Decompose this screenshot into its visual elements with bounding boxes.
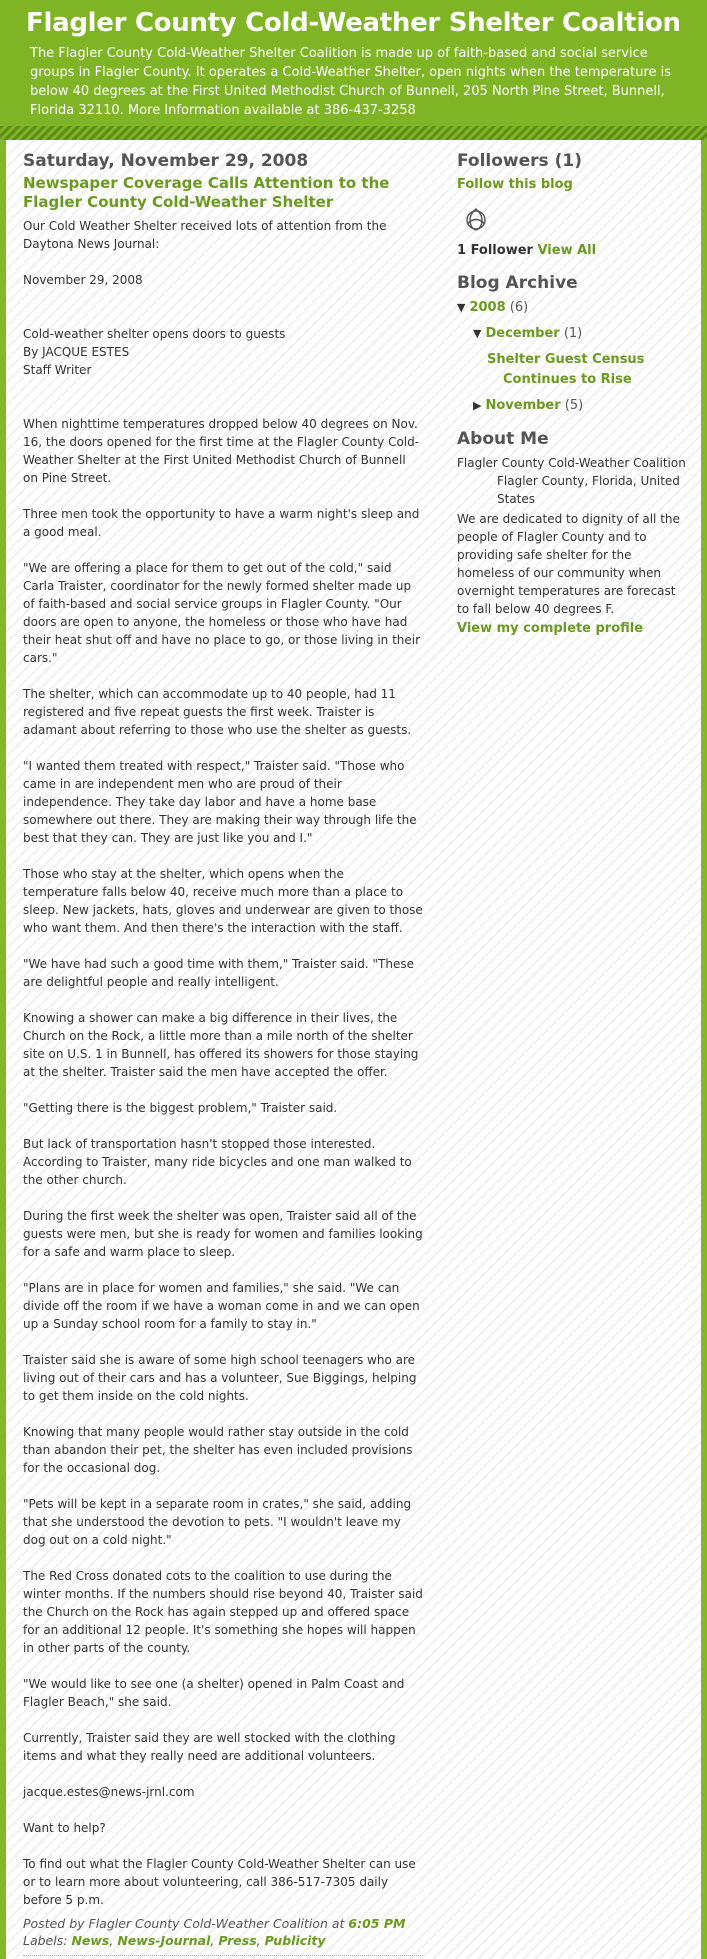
article-headline: Cold-weather shelter opens doors to guests: [23, 327, 286, 341]
article-paragraph: "I wanted them treated with respect," Traister said. "Those who came in are independent men who are proud of their independence. They take day labor and have a home base somewhere out there. They are making their way through life the best that they can. They are just like you and I.": [23, 759, 417, 845]
archive-month-link[interactable]: December: [485, 326, 560, 341]
follow-blog-link[interactable]: Follow this blog: [457, 177, 573, 192]
author-email: jacque.estes@news-jrnl.com: [23, 1785, 195, 1799]
article-paragraph: Three men took the opportunity to have a warm night's sleep and a good meal.: [23, 507, 420, 539]
label-news[interactable]: News: [71, 1933, 110, 1948]
archive-month-december: [473, 324, 687, 344]
collapsed-toggle-icon[interactable]: ▶: [473, 399, 482, 412]
article-paragraph: The shelter, which can accommodate up to 40 people, had 11 registered and five repeat guests the first week. Traister is adamant about referring to those who use the shelter as guests.: [23, 687, 412, 737]
label-publicity[interactable]: Publicity: [264, 1933, 326, 1948]
article-date: November 29, 2008: [23, 273, 143, 287]
about-profile-name: Flagler County Cold-Weather Coalition: [457, 456, 686, 470]
sidebar: [457, 152, 687, 638]
article-paragraph: Knowing that many people would rather stay outside in the cold than abandon their pet, the shelter has even included provisions for the occasional dog.: [23, 1425, 413, 1475]
label-press[interactable]: Press: [218, 1933, 257, 1948]
article-paragraph: Traister said she is aware of some high school teenagers who are living out of their cars and has a volunteer, Sue Biggings, helping to get them inside on the cold nights.: [23, 1353, 417, 1403]
archive-month-count: (5): [564, 398, 584, 413]
post-footer: [23, 1915, 423, 1949]
article-paragraph: Those who stay at the shelter, which opens when the temperature falls below 40, receive much more than a place to sleep. New jackets, hats, gloves and underwear are given to those who want them. And then there's the interaction with the staff.: [23, 867, 423, 935]
article-paragraph: "We have had such a good time with them," Traister said. "These are delightful people and really intelligent.: [23, 957, 414, 989]
view-profile-link[interactable]: View my complete profile: [457, 621, 644, 636]
blog-description: The Flagler County Cold-Weather Shelter Coalition is made up of faith-based and social service groups in Flagler County. It operates a Cold-Weather Shelter, open nights when the temperature is below 40 degrees at the First United Methodist Church of Bunnell, 205 North Pine Street, Bunnell, Florida 32110. More Information available at 386-437-3258: [30, 46, 672, 118]
article-paragraph: Knowing a shower can make a big difference in their lives, the Church on the Rock, a little more than a mile north of the shelter site on U.S. 1 in Bunnell, has offered its showers for those staying at the shelter. Traister said the men have accepted the offer.: [23, 1011, 419, 1079]
archive-month-november: [473, 396, 687, 416]
label-news-journal[interactable]: News-Journal: [117, 1933, 211, 1948]
blog-archive: [457, 298, 687, 416]
post-intro: Our Cold Weather Shelter received lots of attention from the Daytona News Journal:: [23, 219, 387, 251]
blog-title[interactable]: Flagler County Cold-Weather Shelter Coaltion: [26, 8, 681, 38]
archive-post-link[interactable]: [487, 350, 687, 390]
article-paragraph: Currently, Traister said they are well stocked with the clothing items and what they really need are additional volunteers.: [23, 1731, 396, 1763]
article-paragraph: Want to help?: [23, 1821, 106, 1835]
view-all-followers-link[interactable]: View All: [537, 243, 597, 258]
about-location: Flagler County, Florida, United States: [497, 474, 680, 506]
expand-toggle-icon[interactable]: ▼: [473, 327, 482, 340]
article-paragraph: "We would like to see one (a shelter) opened in Palm Coast and Flagler Beach," she said.: [23, 1677, 405, 1709]
followers-heading: Followers (1): [457, 151, 582, 171]
blog-header: [0, 0, 707, 138]
date-header: Saturday, November 29, 2008: [23, 151, 309, 171]
labels-prefix: Labels:: [23, 1933, 68, 1948]
archive-post-line1[interactable]: Shelter Guest Census: [487, 352, 645, 367]
article-paragraph: "Pets will be kept in a separate room in crates," she said, adding that she understood the devotion to pets. "I wouldn't leave my dog out on a cold night.": [23, 1497, 412, 1547]
article-paragraph: The Red Cross donated cots to the coalition to use during the winter months. If the numbers should rise beyond 40, Traister said the Church on the Rock has again stepped up and offered space for an additional 12 people. It's something she hopes will happen in other parts of the county.: [23, 1569, 423, 1655]
expand-toggle-icon[interactable]: ▼: [457, 301, 466, 314]
article-paragraph: During the first week the shelter was open, Traister said all of the guests were men, but she is ready for women and families looking for a safe and warm place to sleep.: [23, 1209, 423, 1259]
archive-heading: Blog Archive: [457, 273, 578, 293]
follower-count: 1 Follower: [457, 243, 533, 258]
post-body: [23, 217, 423, 1909]
post-title[interactable]: Newspaper Coverage Calls Attention to the Flagler County Cold-Weather Shelter: [23, 174, 390, 211]
post-timestamp-link[interactable]: 6:05 PM: [348, 1916, 406, 1931]
post-author-line: [23, 1915, 423, 1932]
main-column: [23, 152, 423, 1956]
article-paragraph: "Getting there is the biggest problem," Traister said.: [23, 1101, 338, 1115]
article-byline: By JACQUE ESTES: [23, 345, 130, 359]
article-paragraph: "We are offering a place for them to get out of the cold," said Carla Traister, coordinator for the newly formed shelter made up of faith-based and social service groups in Flagler County. "Our doors are open to anyone, the homeless or those who have had their heat shut off and have no place to go, or those living in their cars.": [23, 561, 421, 665]
about-description: We are dedicated to dignity of all the people of Flagler County and to providing safe shelter for the homeless of our community when overnight temperatures are forecast to fall below 40 degrees F.: [457, 512, 680, 616]
about-heading: About Me: [457, 429, 549, 449]
post-divider: [23, 1955, 423, 1956]
article-paragraph: "Plans are in place for women and families," she said. "We can divide off the room if we have a woman come in and we can open up a Sunday school room for a family to stay in.": [23, 1281, 420, 1331]
follower-count-row: [457, 242, 687, 260]
archive-year-link[interactable]: 2008: [469, 300, 506, 315]
follower-avatar-icon[interactable]: [461, 204, 491, 234]
post-labels: Labels: News, News-Journal, Press, Publicity: [23, 1933, 326, 1948]
article-paragraph: When nighttime temperatures dropped below 40 degrees on Nov. 16, the doors opened for the first time at the Flagler County Cold-Weather Shelter at the First United Methodist Church of Bunnell on Pine Street.: [23, 417, 420, 485]
archive-year-2008: [457, 298, 687, 318]
article-paragraph: To find out what the Flagler County Cold-Weather Shelter can use or to learn more about volunteering, call 386-517-7305 daily before 5 p.m.: [23, 1857, 416, 1907]
archive-month-link[interactable]: November: [485, 398, 561, 413]
article-role: Staff Writer: [23, 363, 92, 377]
archive-month-count: (1): [563, 326, 583, 341]
archive-year-count: (6): [509, 300, 529, 315]
archive-post-line2[interactable]: Continues to Rise: [503, 372, 632, 387]
header-stripe: [0, 126, 707, 140]
article-paragraph: But lack of transportation hasn't stopped those interested. According to Traister, many ride bicycles and one man walked to the other church.: [23, 1137, 412, 1187]
posted-by-text: Posted by Flagler County Cold-Weather Coalition at: [23, 1916, 345, 1931]
